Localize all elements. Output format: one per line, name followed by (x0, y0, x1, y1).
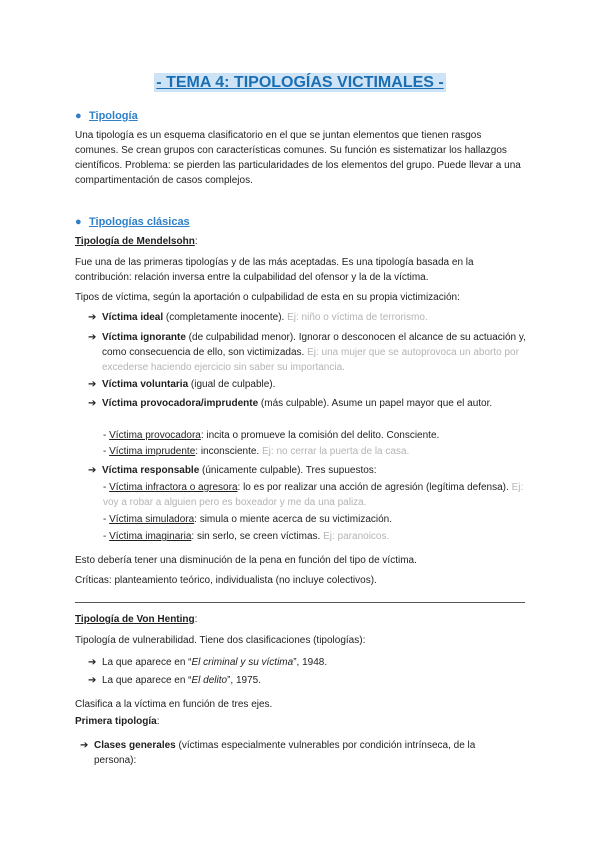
list-item-clases-generales: ➔ Clases generales (víctimas especialmente vulnerables por condición intrínseca, de la persona): (80, 740, 476, 766)
section-heading-text: Tipologías clásicas (89, 216, 190, 228)
page-title (0, 74, 600, 92)
horizontal-divider (75, 602, 525, 603)
list-item-victima-voluntaria: ➔ Víctima voluntaria (igual de culpable). (88, 379, 276, 390)
sub-item-victima-imprudente: - Víctima imprudente: inconsciente. Ej: no cerrar la puerta de la casa. (103, 446, 410, 457)
section-heading-tipologias-clasicas (75, 216, 190, 228)
sub-item-victima-provocadora: - Víctima provocadora: incita o promueve la comisión del delito. Consciente. (103, 430, 440, 441)
list-item-victima-ignorante: ➔ Víctima ignorante (de culpabilidad menor). Ignorar o desconocen el alcance de su actuación y, como consecuencia de ello, son victimizadas. Ej: una mujer que se autoprovoca un aborto por excederse haciendo ejercicio sin saber su importancia. (88, 332, 526, 373)
section-heading-text: Tipología (89, 110, 138, 122)
von-henting-paragraph-1: Tipología de vulnerabilidad. Tiene dos clasificaciones (tipologías): (75, 635, 366, 646)
primera-tipologia-title: Primera tipología: (75, 716, 160, 727)
arrow-icon: ➔ (88, 332, 97, 343)
mendelsohn-paragraph-3: Esto debería tener una disminución de la pena en función del tipo de víctima. (75, 555, 417, 566)
bullet-icon: ● (75, 216, 82, 228)
sub-item-victima-simuladora: - Víctima simuladora: simula o miente acerca de su victimización. (103, 514, 393, 525)
page-title-text: - TEMA 4: TIPOLOGÍAS VICTIMALES - (156, 74, 444, 91)
list-item-victima-ideal: ➔ Víctima ideal (completamente inocente). Ej: niño o víctima de terrorismo. (88, 312, 428, 323)
sub-item-victima-infractora: - Víctima infractora o agresora: lo es por realizar una acción de agresión (legítima defensa). Ej: voy a robar a alguien pero es boxeador y me da una paliza. (103, 482, 524, 508)
list-item-victima-provocadora: ➔ Víctima provocadora/imprudente (más culpable). Asume un papel mayor que el autor. (88, 398, 493, 409)
mendelsohn-title: Tipología de Mendelsohn: (75, 236, 198, 247)
arrow-icon: ➔ (80, 740, 89, 751)
arrow-icon: ➔ (88, 398, 97, 409)
sub-item-victima-imaginaria: - Víctima imaginaria: sin serlo, se creen víctimas. Ej: paranoicos. (103, 531, 390, 542)
list-item-el-delito: ➔ La que aparece en “El delito”, 1975. (88, 675, 262, 686)
arrow-icon: ➔ (88, 465, 97, 476)
von-henting-title: Tipología de Von Henting: (75, 614, 198, 625)
tipologia-paragraph: Una tipología es un esquema clasificatorio en el que se juntan elementos que tienen rasgos comunes. Se crean grupos con características comunes. Su función es sistematizar los hallazgos científicos. Problema: se pierden las particularidades de los elementos del grupo. Puede llevar a una compartimentación de casos complejos. (75, 130, 521, 186)
arrow-icon: ➔ (88, 657, 97, 668)
von-henting-paragraph-2: Clasifica a la víctima en función de tres ejes. (75, 699, 273, 710)
arrow-icon: ➔ (88, 675, 97, 686)
list-item-victima-responsable: ➔ Víctima responsable (únicamente culpable). Tres supuestos: (88, 465, 377, 476)
arrow-icon: ➔ (88, 379, 97, 390)
list-item-criminal-victima: ➔ La que aparece en “El criminal y su víctima”, 1948. (88, 657, 328, 668)
mendelsohn-paragraph-4: Críticas: planteamiento teórico, individualista (no incluye colectivos). (75, 575, 377, 586)
arrow-icon: ➔ (88, 312, 97, 323)
mendelsohn-paragraph-2: Tipos de víctima, según la aportación o culpabilidad de esta en su propia victimización: (75, 292, 460, 303)
section-heading-tipologia (75, 110, 138, 122)
mendelsohn-paragraph-1: Fue una de las primeras tipologías y de las más aceptadas. Es una tipología basada en la contribución: relación inversa entre la culpabilidad del ofensor y la de la víctima. (75, 257, 474, 283)
bullet-icon: ● (75, 110, 82, 122)
